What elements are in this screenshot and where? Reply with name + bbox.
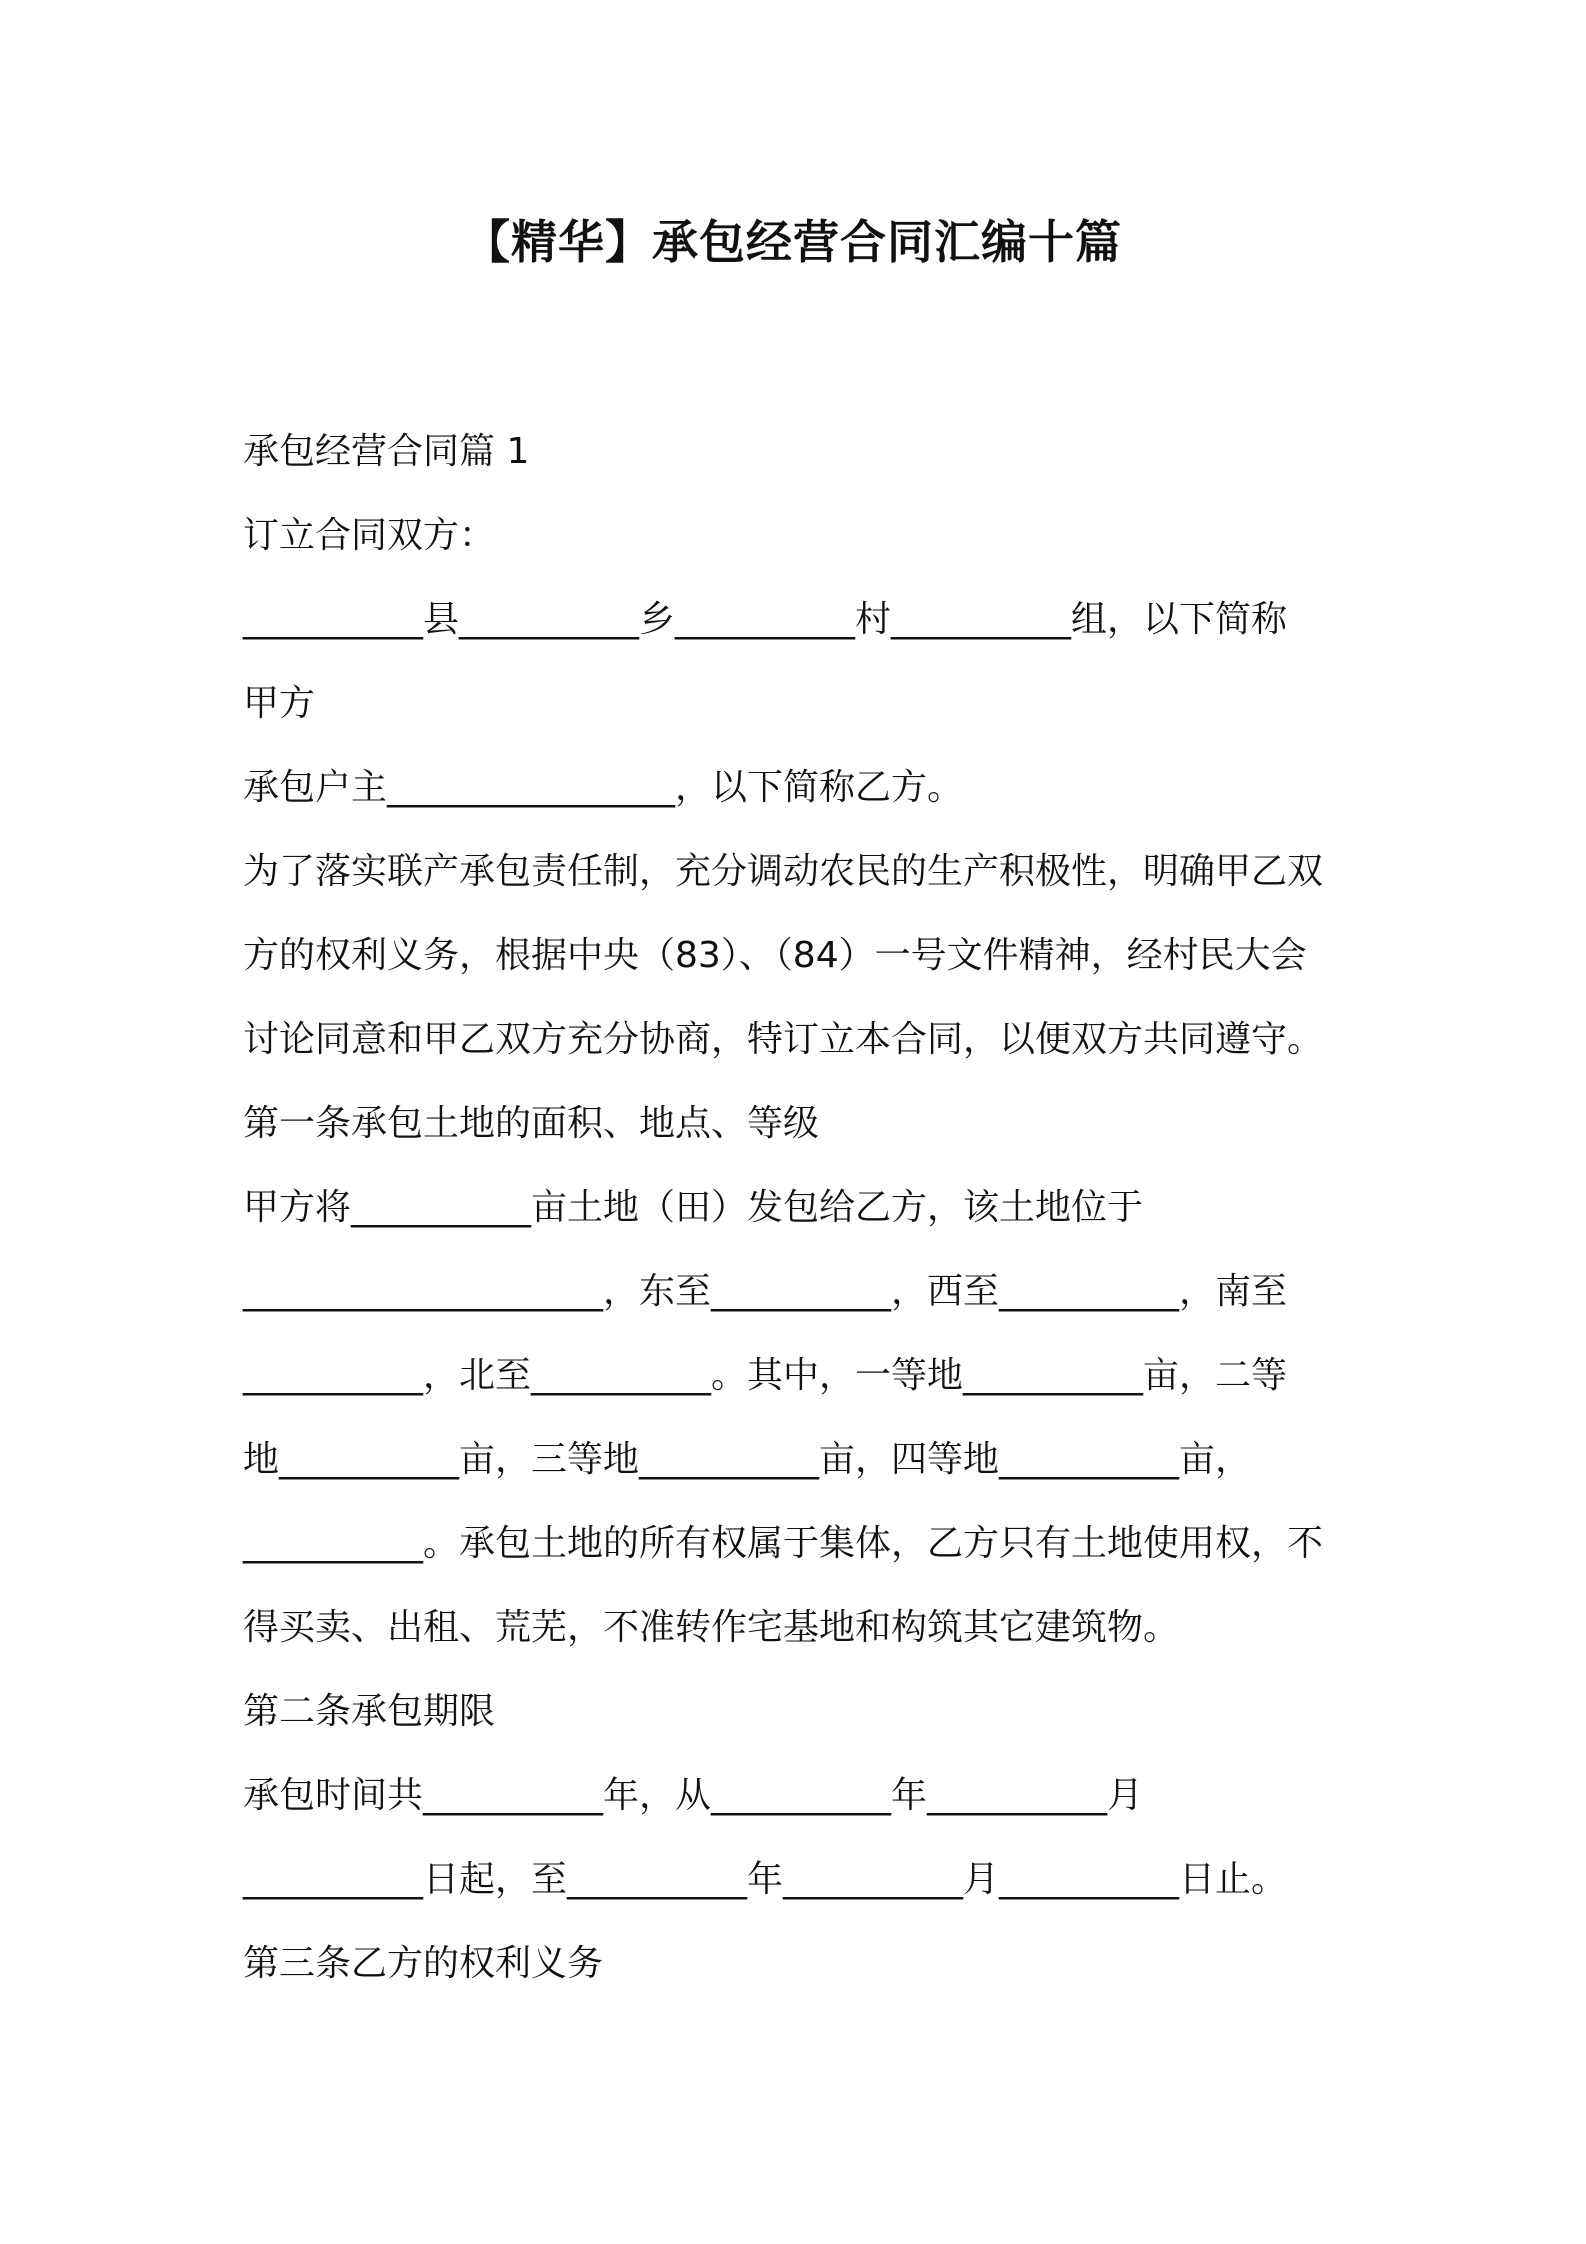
article-heading: 第二条承包期限 bbox=[243, 1691, 496, 1732]
paragraph-line: 为了落实联产承包责任制，充分调动农民的生产积极性，明确甲乙双 bbox=[243, 851, 1324, 892]
paragraph-line: __________日起，至__________年__________月__________日止。 bbox=[243, 1859, 1288, 1900]
paragraph-line: 承包时间共__________年，从__________年__________月 bbox=[243, 1775, 1144, 1816]
paragraph-line: ____________________，东至__________，西至__________，南至 bbox=[243, 1271, 1288, 1312]
document-body bbox=[243, 410, 1363, 2006]
paragraph-line: __________。承包土地的所有权属于集体，乙方只有土地使用权，不 bbox=[243, 1523, 1324, 1564]
paragraph-line: 订立合同双方： bbox=[243, 515, 496, 556]
paragraph-line: 地__________亩，三等地__________亩，四等地__________亩， bbox=[243, 1439, 1252, 1480]
section-heading: 承包经营合同篇 1 bbox=[243, 431, 530, 472]
paragraph-line: 甲方将__________亩土地（田）发包给乙方，该土地位于 bbox=[243, 1187, 1144, 1228]
article-heading: 第三条乙方的权利义务 bbox=[243, 1943, 604, 1984]
paragraph-line: 承包户主________________，以下简称乙方。 bbox=[243, 767, 964, 808]
paragraph-line: __________县__________乡__________村__________组，以下简称 bbox=[243, 599, 1288, 640]
paragraph-line: 方的权利义务，根据中央（83）、（84）一号文件精神，经村民大会 bbox=[243, 935, 1307, 976]
paragraph-line: 讨论同意和甲乙双方充分协商，特订立本合同，以便双方共同遵守。 bbox=[243, 1019, 1324, 1060]
paragraph-line: 得买卖、出租、荒芜，不准转作宅基地和构筑其它建筑物。 bbox=[243, 1607, 1180, 1648]
paragraph-line: __________，北至__________。其中，一等地__________亩，二等 bbox=[243, 1355, 1288, 1396]
document-title: 【精华】承包经营合同汇编十篇 bbox=[464, 215, 1122, 269]
paragraph-line: 甲方 bbox=[243, 683, 316, 724]
article-heading: 第一条承包土地的面积、地点、等级 bbox=[243, 1103, 820, 1144]
